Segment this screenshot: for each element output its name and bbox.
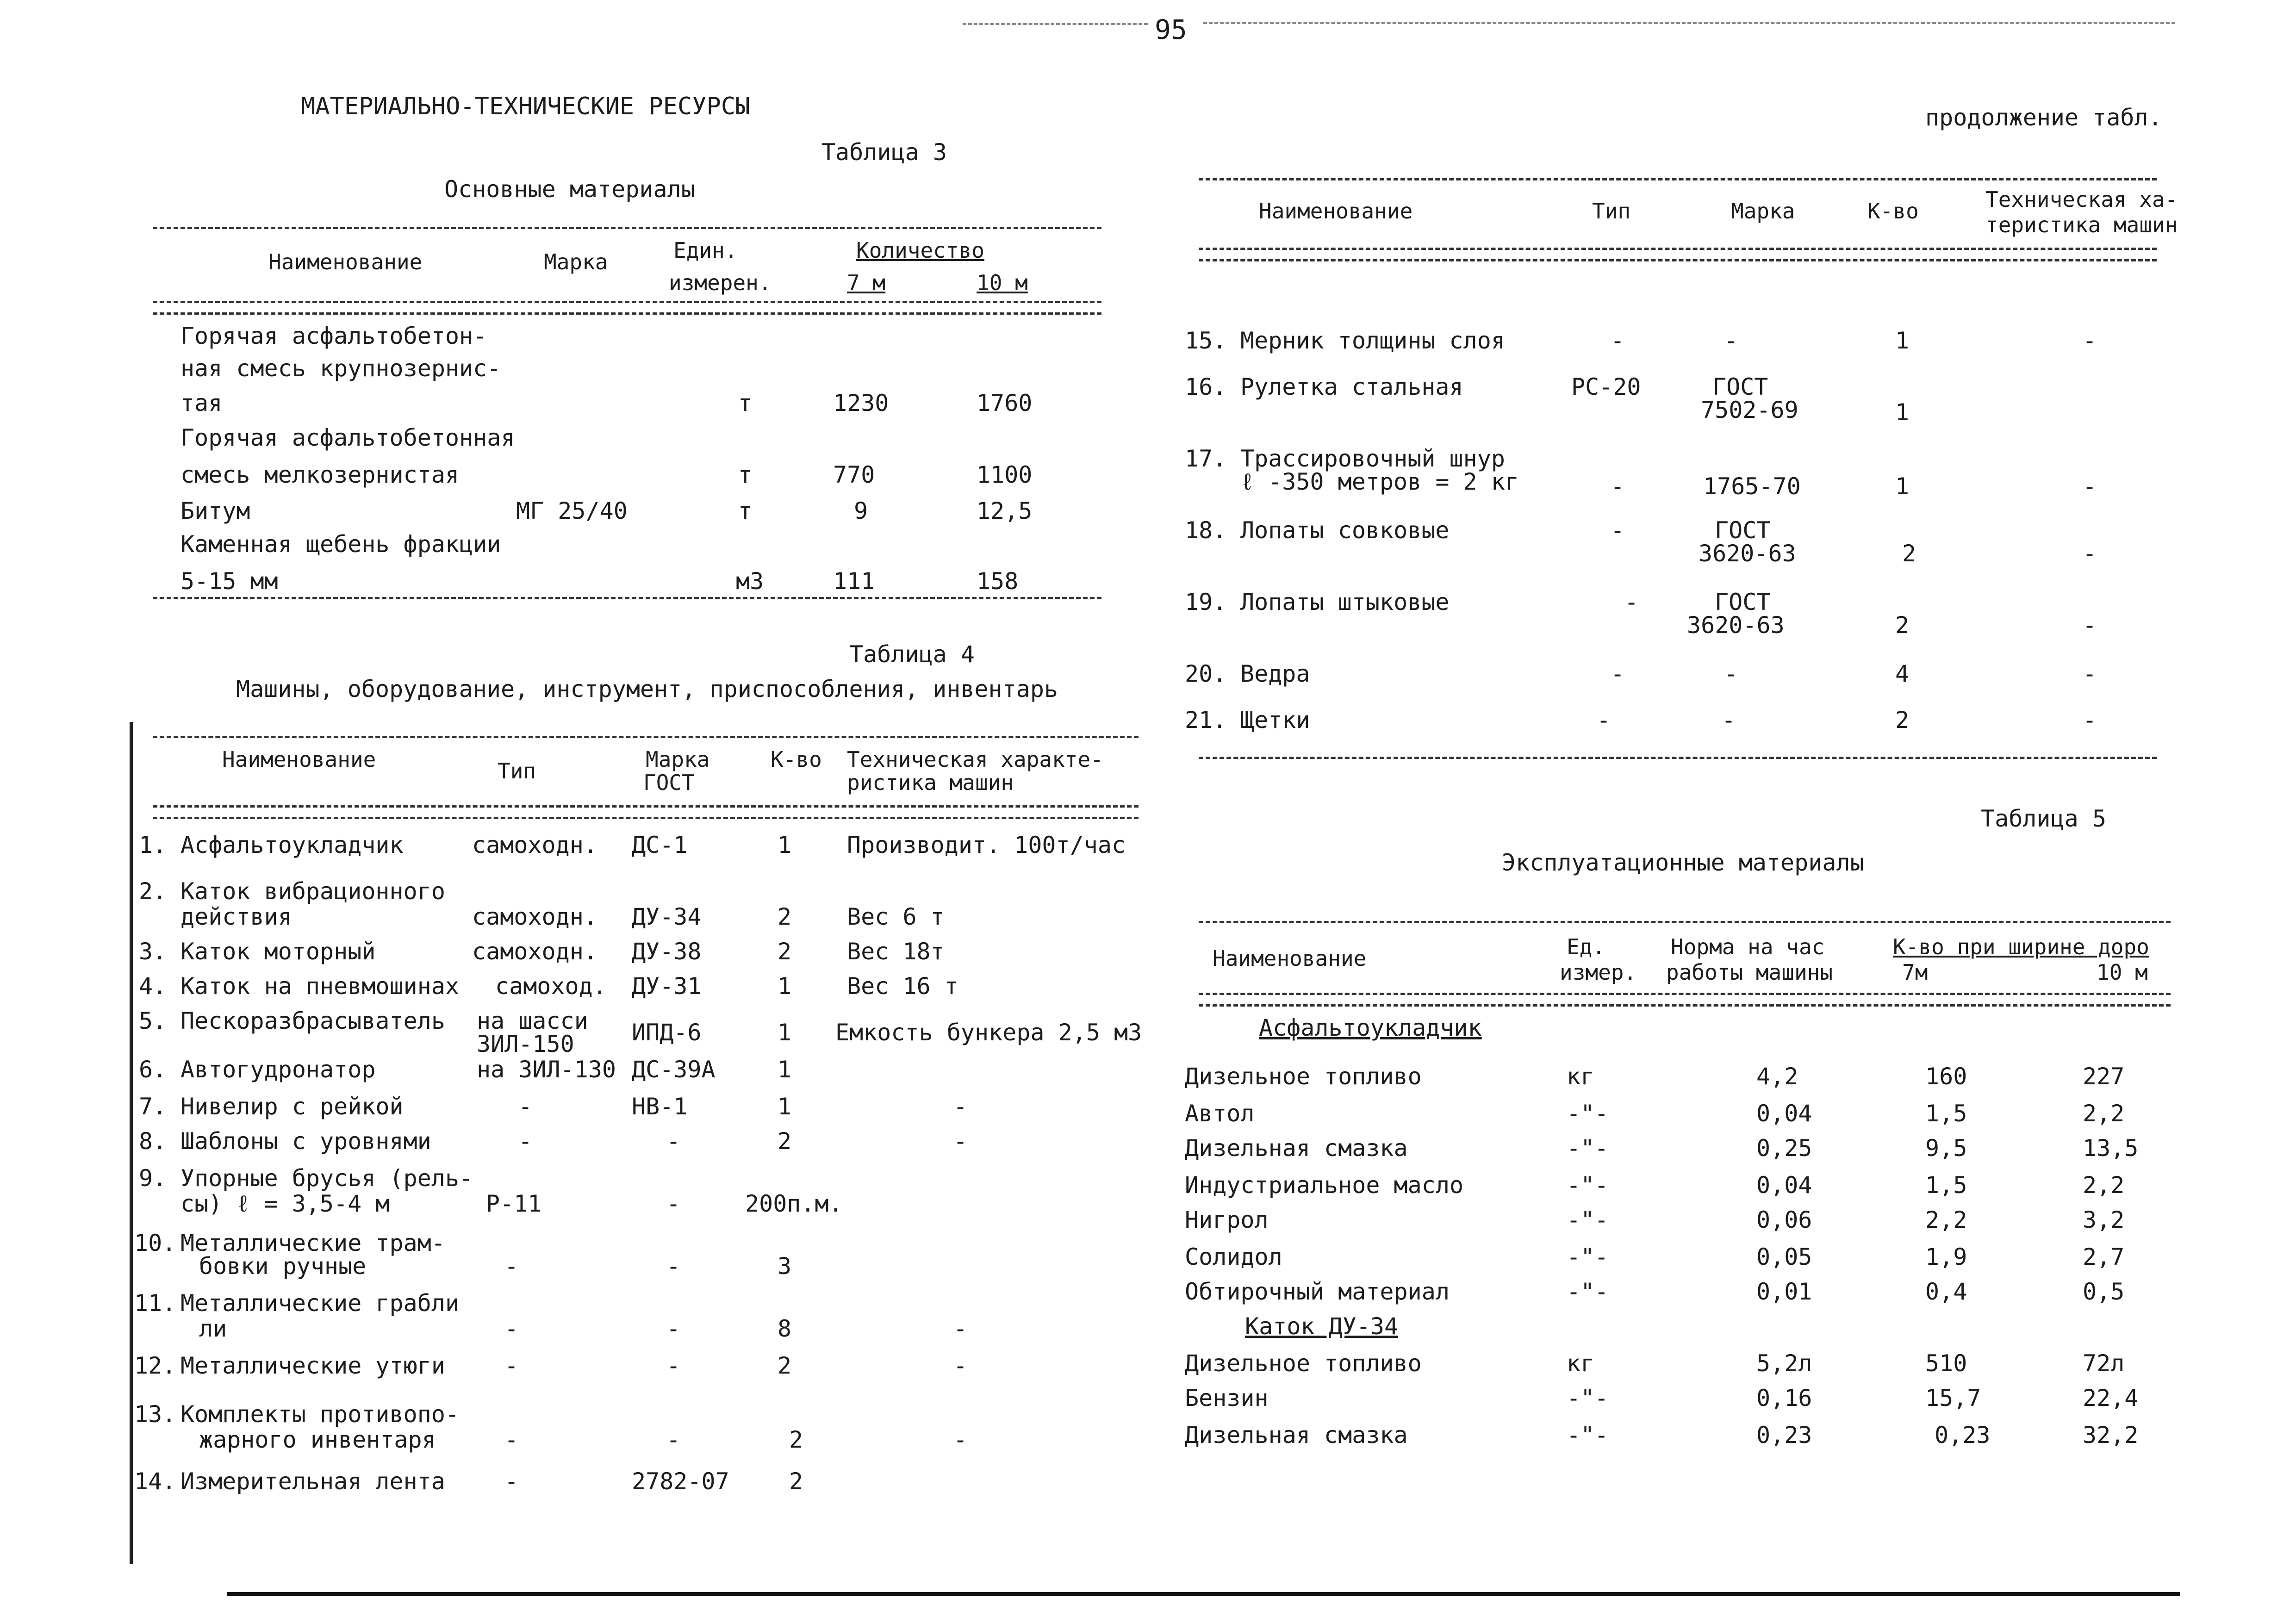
t4-r12-count: 2	[778, 1352, 792, 1379]
t4-r7-num: 7.	[139, 1093, 167, 1120]
t4c-r17-brand: 1765-70	[1703, 473, 1801, 500]
table5-header-qty7: 7м	[1902, 960, 1928, 985]
t4-r8-num: 8.	[139, 1128, 167, 1155]
table3-row4-unit: м3	[736, 568, 764, 595]
table5-group1-title: Асфальтоукладчик	[1259, 1014, 1482, 1041]
table5-header-qty10: 10 м	[2097, 960, 2148, 985]
table4-header-type: Тип	[498, 759, 536, 784]
t4-r9-type: Р-11	[486, 1190, 542, 1217]
t5-g2-r3-norm: 0,23	[1756, 1422, 1812, 1449]
t4-r10-brand: -	[666, 1253, 681, 1280]
t4c-r15-brand: -	[1724, 327, 1738, 354]
t5-g1-r2-q7: 1,5	[1925, 1100, 1967, 1127]
table3-row1-name-l3: тая	[180, 390, 223, 417]
t4-r14-count: 2	[789, 1468, 803, 1495]
t4-r11-num: 11.	[134, 1290, 176, 1317]
t4c-r21-count: 2	[1895, 707, 1910, 734]
t4c-r20-brand: -	[1724, 660, 1738, 687]
t5-g1-r5-q10: 3,2	[2083, 1206, 2125, 1233]
t4-r12-num: 12.	[134, 1352, 176, 1379]
t5-g1-r4-q7: 1,5	[1925, 1172, 1967, 1199]
t4-r2-type: самоходн.	[472, 903, 597, 930]
t4c-r16-count: 1	[1895, 399, 1910, 426]
t5-g1-r4-q10: 2,2	[2083, 1172, 2125, 1199]
t4-r5-count: 1	[778, 1019, 792, 1046]
table4c-bottom-rule	[1199, 757, 2157, 759]
t4c-r16-brand-l1: ГОСТ	[1712, 373, 1768, 400]
t4-r10-type: -	[504, 1253, 519, 1280]
left-margin-bar	[130, 722, 133, 1564]
t4-r2-num: 2.	[139, 878, 167, 905]
table4-header-name: Наименование	[222, 747, 376, 772]
t4-r7-name: Нивелир с рейкой	[180, 1093, 404, 1120]
table4-header-rule2	[153, 817, 1139, 819]
t4-r9-num: 9.	[139, 1165, 167, 1192]
t4c-r17-name-l2: ℓ -350 метров = 2 кг	[1240, 468, 1519, 495]
t5-g1-r6-unit: -"-	[1567, 1244, 1609, 1270]
t5-g1-r2-norm: 0,04	[1756, 1100, 1812, 1127]
t5-g1-r5-unit: -"-	[1567, 1206, 1609, 1233]
t4c-r16-num: 16.	[1185, 373, 1227, 400]
t4c-r20-num: 20.	[1185, 660, 1227, 687]
t5-g1-r1-q10: 227	[2083, 1063, 2125, 1090]
t4c-r18-tech: -	[2083, 540, 2097, 567]
t4-r1-brand: ДС-1	[632, 832, 688, 858]
t4-r12-name: Металлические утюги	[180, 1352, 445, 1379]
table3-header-name: Наименование	[268, 249, 423, 274]
t5-g1-r7-name: Обтирочный материал	[1185, 1278, 1450, 1305]
table5-header-rule2	[1199, 1004, 2171, 1007]
table3-header-brand: Марка	[544, 249, 608, 274]
t4-r11-name-l2: ли	[199, 1315, 227, 1342]
table4-header-brand-l2: ГОСТ	[643, 770, 695, 795]
t4c-r19-brand-l2: 3620-63	[1687, 612, 1785, 639]
t4-r14-type: -	[504, 1468, 519, 1495]
t4c-r18-count: 2	[1902, 540, 1916, 567]
top-scan-line-right	[1203, 22, 2175, 24]
t4-r14-brand: 2782-07	[632, 1468, 729, 1495]
t4c-r20-name: Ведра	[1240, 660, 1310, 687]
section-title: МАТЕРИАЛЬНО-ТЕХНИЧЕСКИЕ РЕСУРСЫ	[301, 93, 750, 120]
t5-g1-r3-norm: 0,25	[1756, 1135, 1812, 1162]
t4-r5-name: Пескоразбрасыватель	[180, 1007, 445, 1034]
t4-r14-num: 14.	[134, 1468, 176, 1495]
t4-r4-num: 4.	[139, 973, 167, 1000]
t4-r1-count: 1	[778, 832, 792, 858]
table3-label: Таблица 3	[821, 139, 947, 166]
left-page-bottom-rule	[227, 1592, 1120, 1596]
table3-title: Основные материалы	[444, 176, 695, 203]
t4-r3-count: 2	[778, 938, 792, 965]
t5-g1-r7-norm: 0,01	[1756, 1278, 1812, 1305]
t4c-r21-tech: -	[2083, 707, 2097, 734]
t5-g1-r3-name: Дизельная смазка	[1185, 1135, 1408, 1162]
t4-r9-count: 200п.м.	[745, 1190, 843, 1217]
table3-row3-unit: т	[738, 497, 753, 524]
t5-g2-r2-q7: 15,7	[1925, 1385, 1981, 1412]
t5-g1-r7-q10: 0,5	[2083, 1278, 2125, 1305]
t4c-r17-count: 1	[1895, 473, 1910, 500]
table4-header-tech-l2: ристика машин	[847, 770, 1014, 795]
t5-g1-r1-q7: 160	[1925, 1063, 1967, 1090]
table4c-header-tech-l2: теристика машин	[1985, 212, 2178, 237]
t4c-r17-num: 17.	[1185, 445, 1227, 472]
table3-row4-name-l2: 5-15 мм	[180, 568, 278, 595]
table3-header-qty10: 10 м	[977, 270, 1028, 295]
t4c-r20-type: -	[1611, 660, 1625, 687]
table5-label: Таблица 5	[1981, 805, 2106, 832]
table3-row1-unit: т	[738, 390, 753, 417]
t4-r6-num: 6.	[139, 1056, 167, 1083]
table5-top-rule	[1199, 921, 2171, 923]
t4c-r15-type: -	[1611, 327, 1625, 354]
table3-header-rule2	[153, 312, 1101, 315]
t4-r2-name-l2: действия	[180, 903, 292, 930]
t4-r1-tech: Производит. 100т/час	[847, 832, 1126, 858]
t4c-r17-name-l1: Трассировочный шнур	[1240, 445, 1505, 472]
table3-row2-q10: 1100	[977, 461, 1033, 488]
t5-g1-r2-q10: 2,2	[2083, 1100, 2125, 1127]
table3-row4-name-l1: Каменная щебень фракции	[180, 531, 501, 558]
t4-r10-num: 10.	[134, 1230, 176, 1256]
t4-r13-num: 13.	[134, 1401, 176, 1428]
t4c-r18-name: Лопаты совковые	[1240, 517, 1450, 544]
t4-r12-type: -	[504, 1352, 519, 1379]
table3-row3-q7: 9	[854, 497, 868, 524]
t4-r2-name-l1: Каток вибрационного	[180, 878, 445, 905]
t4c-r15-count: 1	[1895, 327, 1910, 354]
t5-g2-r2-norm: 0,16	[1756, 1385, 1812, 1412]
t4-r3-tech: Вес 18т	[847, 938, 945, 965]
t4-r13-name-l2: жарного инвентаря	[199, 1426, 436, 1453]
table3-header-rule	[153, 301, 1101, 303]
t5-g2-r3-name: Дизельная смазка	[1185, 1422, 1408, 1449]
t4c-r20-count: 4	[1895, 660, 1910, 687]
t5-g1-r3-q10: 13,5	[2083, 1135, 2139, 1162]
table3-row1-q7: 1230	[833, 390, 889, 417]
t4-r1-name: Асфальтоукладчик	[180, 832, 404, 858]
t5-g2-r3-q7: 0,23	[1935, 1422, 1991, 1449]
t4-r1-type: самоходн.	[472, 832, 597, 858]
table3-header-unit1: Един.	[673, 238, 738, 263]
table3-row2-name-l1: Горячая асфальтобетонная	[180, 424, 515, 451]
t5-g1-r4-unit: -"-	[1567, 1172, 1609, 1199]
t5-g2-r2-name: Бензин	[1185, 1385, 1269, 1412]
t5-g1-r5-name: Нигрол	[1185, 1206, 1269, 1233]
t5-g1-r2-unit: -"-	[1567, 1100, 1609, 1127]
t4-r5-tech: Емкость бункера 2,5 м3	[835, 1019, 1142, 1046]
t5-g2-r1-q7: 510	[1925, 1350, 1967, 1377]
t5-g1-r1-norm: 4,2	[1756, 1063, 1798, 1090]
t4-r13-name-l1: Комплекты противопо-	[180, 1401, 460, 1428]
t4c-r20-tech: -	[2083, 660, 2097, 687]
t4c-r19-brand-l1: ГОСТ	[1715, 589, 1771, 616]
table3-header-qty: Количество	[856, 238, 984, 263]
t5-g1-r6-name: Солидол	[1185, 1244, 1282, 1270]
table5-title: Эксплуатационные материалы	[1502, 849, 1864, 876]
t4-r8-type: -	[518, 1128, 533, 1155]
table5-header-norm-l1: Норма на час	[1671, 934, 1825, 959]
t4-r6-count: 1	[778, 1056, 792, 1083]
table3-top-rule	[153, 227, 1101, 229]
t5-g1-r4-name: Индустриальное масло	[1185, 1172, 1464, 1199]
t4-r2-count: 2	[778, 903, 792, 930]
top-scan-line-left	[963, 23, 1148, 25]
table4-header-rule	[153, 805, 1139, 808]
t4-r11-count: 8	[778, 1315, 792, 1342]
table4-header-count: К-во	[771, 747, 822, 772]
t4-r14-name: Измерительная лента	[180, 1468, 445, 1495]
t4-r3-type: самоходн.	[472, 938, 597, 965]
table3-row2-unit: т	[738, 461, 753, 488]
t4-r5-type-l1: на шасси	[477, 1007, 588, 1034]
t4c-r19-name: Лопаты штыковые	[1240, 589, 1450, 616]
t4-r4-type: самоход.	[495, 973, 607, 1000]
t5-g1-r4-norm: 0,04	[1756, 1172, 1812, 1199]
table3-row1-name-l1: Горячая асфальтобетон-	[180, 323, 487, 349]
t4-r7-type: -	[518, 1093, 533, 1120]
t4-r9-name-l1: Упорные брусья (рель-	[180, 1165, 473, 1192]
table5-header-unit-l1: Ед.	[1567, 934, 1605, 959]
t4-r2-tech: Вес 6 т	[847, 903, 945, 930]
t5-g1-r5-q7: 2,2	[1925, 1206, 1967, 1233]
t4-r13-type: -	[504, 1426, 519, 1453]
t4-r1-num: 1.	[139, 832, 167, 858]
t4c-r16-name: Рулетка стальная	[1240, 373, 1463, 400]
t4-r13-brand: -	[666, 1426, 681, 1453]
t4c-r18-type: -	[1611, 517, 1625, 544]
t4c-r15-name: Мерник толщины слоя	[1240, 327, 1505, 354]
t4-r11-name-l1: Металлические грабли	[180, 1290, 460, 1317]
table3-header-qty7: 7 м	[847, 270, 886, 295]
t5-g2-r1-name: Дизельное топливо	[1185, 1350, 1422, 1377]
t5-g1-r5-norm: 0,06	[1756, 1206, 1812, 1233]
t4c-r17-type: -	[1611, 473, 1625, 500]
table5-header-unit-l2: измер.	[1560, 960, 1637, 985]
t4-r8-tech: -	[953, 1128, 968, 1155]
table4c-header-type: Тип	[1592, 199, 1631, 224]
t4-r10-name-l2: бовки ручные	[199, 1253, 367, 1280]
t4c-r18-brand-l2: 3620-63	[1699, 540, 1796, 567]
t5-g1-r6-q7: 1,9	[1925, 1244, 1967, 1270]
t4-r4-count: 1	[778, 973, 792, 1000]
t4-r8-count: 2	[778, 1128, 792, 1155]
t4c-r16-brand-l2: 7502-69	[1701, 397, 1798, 423]
table4-title: Машины, оборудование, инструмент, приспособления, инвентарь	[236, 676, 1058, 703]
t4-r4-name: Каток на пневмошинах	[180, 973, 460, 1000]
t4-r9-name-l2: сы) ℓ = 3,5-4 м	[180, 1190, 390, 1217]
t4c-r19-num: 19.	[1185, 589, 1227, 616]
t5-g1-r6-norm: 0,05	[1756, 1244, 1812, 1270]
t4-r8-name: Шаблоны с уровнями	[180, 1128, 431, 1155]
t5-g1-r3-unit: -"-	[1567, 1135, 1609, 1162]
t4-r13-count: 2	[789, 1426, 803, 1453]
table3-row4-q7: 111	[833, 568, 875, 595]
table3-row4-q10: 158	[977, 568, 1019, 595]
t4-r3-name: Каток моторный	[180, 938, 376, 965]
t4c-r18-brand-l1: ГОСТ	[1715, 517, 1771, 544]
table5-header-rule	[1199, 993, 2171, 995]
table4c-header-rule2	[1199, 259, 2157, 261]
t4-r5-brand: ИПД-6	[632, 1019, 702, 1046]
t4-r5-type-l2: ЗИЛ-150	[477, 1031, 574, 1057]
t4c-r16-type: РС-20	[1571, 373, 1641, 400]
t5-g2-r3-q10: 32,2	[2083, 1422, 2139, 1449]
t4-r2-brand: ДУ-34	[632, 903, 702, 930]
table4c-header-count: К-во	[1867, 199, 1919, 224]
table4-header-brand-l1: Марка	[646, 747, 710, 772]
table4c-header-tech-l1: Техническая ха-	[1985, 187, 2178, 212]
t4-r7-brand: НВ-1	[632, 1093, 688, 1120]
table4-label: Таблица 4	[849, 641, 975, 668]
t4c-r15-num: 15.	[1185, 327, 1227, 354]
t4-r12-tech: -	[953, 1352, 968, 1379]
table4c-header-name: Наименование	[1259, 199, 1413, 224]
table3-row3-q10: 12,5	[977, 497, 1033, 524]
t4-r3-num: 3.	[139, 938, 167, 965]
t5-g1-r6-q10: 2,7	[2083, 1244, 2125, 1270]
t4-r7-tech: -	[953, 1093, 968, 1120]
table5-header-norm-l2: работы машины	[1666, 960, 1833, 985]
t5-g2-r2-unit: -"-	[1567, 1385, 1609, 1412]
table4-top-rule	[153, 736, 1139, 738]
table4c-header-brand: Марка	[1731, 199, 1795, 224]
t4-r13-tech: -	[953, 1426, 968, 1453]
t4-r6-name: Автогудронатор	[180, 1056, 376, 1083]
table5-header-name: Наименование	[1213, 946, 1367, 971]
t4-r10-name-l1: Металлические трам-	[180, 1230, 445, 1256]
t5-g1-r7-q7: 0,4	[1925, 1278, 1967, 1305]
t4-r11-brand: -	[666, 1315, 681, 1342]
right-page-bottom-rule	[1041, 1592, 2180, 1596]
table3-header-unit2: измерен.	[669, 270, 772, 295]
t4-r8-brand: -	[666, 1128, 681, 1155]
table3-row3-brand: МГ 25/40	[516, 497, 628, 524]
t4-r4-brand: ДУ-31	[632, 973, 702, 1000]
table4c-header-rule	[1199, 248, 2157, 250]
t5-g1-r7-unit: -"-	[1567, 1278, 1609, 1305]
t5-g1-r3-q7: 9,5	[1925, 1135, 1967, 1162]
table4c-top-rule	[1199, 178, 2157, 180]
table5-header-qty: К-во при ширине доро	[1893, 934, 2149, 959]
t4-r7-count: 1	[778, 1093, 792, 1120]
t4c-r15-tech: -	[2083, 327, 2097, 354]
t4c-r19-count: 2	[1895, 612, 1910, 639]
t4-r5-num: 5.	[139, 1007, 167, 1034]
t4c-r21-type: -	[1597, 707, 1611, 734]
table3-row2-q7: 770	[833, 461, 875, 488]
table5-group2-title: Каток ДУ-34	[1245, 1313, 1399, 1340]
t4-r11-type: -	[504, 1315, 519, 1342]
t4c-r17-tech: -	[2083, 473, 2097, 500]
t5-g1-r1-unit: кг	[1567, 1063, 1595, 1090]
table3-row1-q10: 1760	[977, 390, 1033, 417]
table3-row3-name: Битум	[180, 497, 250, 524]
table4-header-tech-l1: Техническая характе-	[847, 747, 1103, 772]
t4c-r18-num: 18.	[1185, 517, 1227, 544]
table3-bottom-rule	[153, 597, 1101, 599]
t4c-r21-name: Щетки	[1240, 707, 1310, 734]
t4-r3-brand: ДУ-38	[632, 938, 702, 965]
t5-g2-r1-q10: 72л	[2083, 1350, 2125, 1377]
t4c-r19-tech: -	[2083, 612, 2097, 639]
table3-row1-name-l2: ная смесь крупнозернис-	[180, 355, 501, 382]
t4-r12-brand: -	[666, 1352, 681, 1379]
page-number: 95	[1155, 14, 1187, 45]
t4c-r19-type: -	[1624, 589, 1639, 616]
t4c-r21-num: 21.	[1185, 707, 1227, 734]
t5-g1-r2-name: Автол	[1185, 1100, 1255, 1127]
t4-r4-tech: Вес 16 т	[847, 973, 958, 1000]
t4-r10-count: 3	[778, 1253, 792, 1280]
t5-g1-r1-name: Дизельное топливо	[1185, 1063, 1422, 1090]
t5-g2-r3-unit: -"-	[1567, 1422, 1609, 1449]
t5-g2-r2-q10: 22,4	[2083, 1385, 2139, 1412]
t4-r6-type: на ЗИЛ-130	[477, 1056, 616, 1083]
t4-r6-brand: ДС-39А	[632, 1056, 716, 1083]
table3-row2-name-l2: смесь мелкозернистая	[180, 461, 460, 488]
t5-g2-r1-norm: 5,2л	[1756, 1350, 1812, 1377]
t5-g2-r1-unit: кг	[1567, 1350, 1595, 1377]
t4-r11-tech: -	[953, 1315, 968, 1342]
t4-r9-brand: -	[666, 1190, 681, 1217]
continuation-note: продолжение табл.	[1925, 104, 2162, 131]
t4c-r21-brand: -	[1722, 707, 1736, 734]
